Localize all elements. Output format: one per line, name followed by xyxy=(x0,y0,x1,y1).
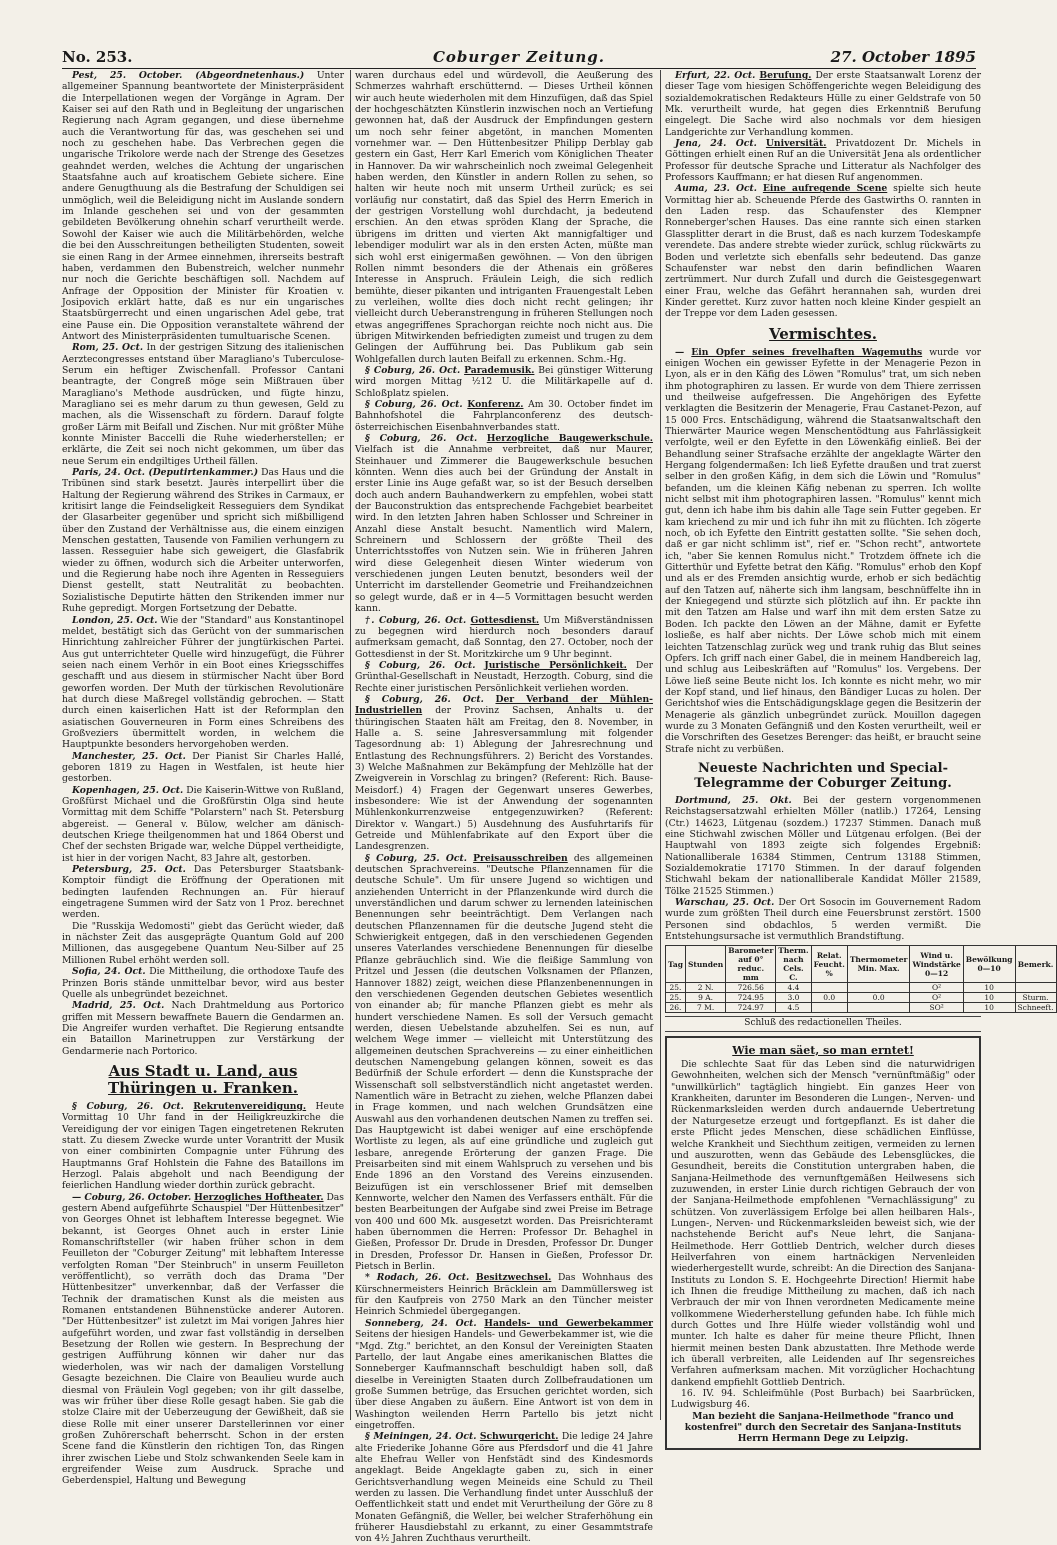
weather-header: Bemerk. xyxy=(1015,946,1056,983)
weather-cell: 10 xyxy=(963,983,1015,993)
article-headline: Herzogliches Hoftheater. xyxy=(194,1191,324,1203)
dateline: * Rodach, 26. Oct. xyxy=(365,1272,470,1284)
article-pest xyxy=(62,70,344,342)
weather-header: Bewölkung 0—10 xyxy=(963,946,1015,983)
article-text: Heute Vormittag 10 Uhr fand in der Heiligkreuzkirche die Vereidigung der vor einigen Tagen eingetretenen Rekruten statt. Zu diesem Zwecke wurde unter Vorantritt der Musik von einer combinirten Compagnie unter Führung des Hauptmanns Graf Hohlstein die Fahne des Bataillons im Herzogl. Palais abgeholt und nach Beendigung der feierlichen Handlung wieder dorthin zurück gebracht. xyxy=(62,1100,345,1192)
article-text: Die Mittheilung, die orthodoxe Taufe des Prinzen Boris stände unmittelbar bevor, wird aus bester Quelle als unbegründet bezeichnet. xyxy=(62,966,345,1000)
dateline: Jena, 24. Oct. xyxy=(675,138,757,150)
weather-header: Wind u. Windstärke 0—12 xyxy=(910,946,963,983)
section-heading-vermischtes: Vermischtes. xyxy=(769,324,877,343)
advertisement xyxy=(665,1036,981,1450)
weather-header: Tag xyxy=(666,946,686,983)
section-heading-telegramme: Neueste Nachrichten und Special-Telegramme der Coburger Zeitung. xyxy=(694,760,952,791)
article-gottesdienst xyxy=(355,615,653,660)
weather-cell: 726.56 xyxy=(726,983,776,993)
dateline: § Coburg, 26. Oct. xyxy=(365,659,476,671)
dateline: Dortmund, 25. Okt. xyxy=(675,794,792,806)
article-jena xyxy=(665,138,981,183)
article-headline: Eine aufregende Scene xyxy=(762,183,888,195)
article-headline: Ein Opfer seines frevelhaften Wagemuths xyxy=(691,346,923,358)
dateline: Paris, 24. Oct. (Deputirtenkammer.) xyxy=(72,467,259,479)
article-text: der Provinz Sachsen, Anhalts u. der thüringischen Staaten hält am Freitag, den 8. November, in Halle a. S. seine Jahresversammlung mit folgender Tagesordnung ab: 1) Ablegung der Jahresrechnung und Entlastung des Rechnungsführers. 2) Bericht des Vorstandes. 3) Welche Maßnahmen zur Bekämpfung der Mehlzölle hat der Zweigverein in Vorschlag zu bringen? (Referent: Rich. Bause-Meisdorf.) 4) Fragen der Gegenwart unseres Gewerbes, insbesondere: Wie ist der Anwendung der sogenannten Mühlenkonkurrenzweise entgegenzuwirken? (Referent: Direktor v. Wangart.) 5) Ausdehnung des Ausfuhrtarifs für Getreide und Mühlenfabrikate auf den Export über die Landesgrenzen. xyxy=(355,705,654,853)
column-1 xyxy=(62,70,345,1487)
article-erfurt xyxy=(665,70,981,138)
dateline: § Coburg, 26. Oct. xyxy=(365,398,463,410)
dateline: †. Coburg, 26. Oct. xyxy=(365,614,467,626)
section-heading-local: Aus Stadt u. Land, aus Thüringen u. Franken. xyxy=(108,1061,298,1097)
article-hoftheater xyxy=(62,1192,344,1487)
dateline: Warschau, 25. Oct. xyxy=(675,897,775,909)
article-petersburg-2 xyxy=(62,921,344,966)
dateline: Pest, 25. October. (Abgeordnetenhaus.) xyxy=(72,70,305,81)
weather-cell: O² xyxy=(910,983,963,993)
article-kopenhagen xyxy=(62,785,344,864)
weather-cell: 4.5 xyxy=(776,1003,811,1013)
article-text: spielte sich heute Vormittag hier ab. Scheuende Pferde des Gastwirths O. rannten in den Laden resp. das Schaufenster des Klempner Ronneberger'schen Hauses. Das eine rannte sich einen starken Glassplitter derart in die Brust, daß es nach kurzem Todeskampfe verendete. Das andere strebte wieder zurück, schlug rückwärts zu Boden und verletzte sich ebenfalls sehr bedeutend. Das ganze Schaufenster war nebst den darin befindlichen Waaren zertrümmert. Nur durch Zufall und durch die Geistesgegenwart einer Frau, welche das Gefährt herannahen sah, wurden drei Kinder gerettet. Kurz zuvor hatten noch kleine Kinder gespielt an der Treppe vor dem Laden gesessen. xyxy=(665,183,982,320)
article-rom xyxy=(62,342,344,467)
weather-cell: SO² xyxy=(910,1003,963,1013)
article-sofia xyxy=(62,966,344,1000)
dateline: Madrid, 25. Oct. xyxy=(72,1000,165,1012)
article-headline: Universität. xyxy=(765,138,827,150)
article-text: Vielfach ist die Annahme verbreitet, daß nur Maurer, Steinhauer und Zimmerer die Baugewerkschule besuchen könnten. Wenn dies auch bei der Gründung der Anstalt in erster Linie ins Auge gefaßt war, so ist der Besuch derselben doch auch andern Bauhandwerkern zu empfehlen, wobei statt der Bauconstruktion das entsprechende Fachgebiet bearbeitet wird. In den letzten Jahren haben Schlosser und Schreiner in Anzahl diese Anstalt besucht. Namentlich wird Malern, Schreinern und Schlossern der größte Theil des Unterrichtsstoffes von Nutzen sein. Wie in früheren Jahren wird diese Gelegenheit diesen Winter wiederum von verschiedenen jungen Leuten benutzt, besonders weil der Unterricht im darstellender Geometrie und Freihandzeichnen so gelegt wurde, daß er in 4—5 Vormittagen besucht werden kann. xyxy=(355,444,653,615)
dateline: § Meiningen, 24. Oct. xyxy=(365,1431,477,1443)
weather-cell: Schneeft. xyxy=(1015,1003,1056,1013)
column-2 xyxy=(350,70,654,1545)
article-text: Die ledige 24 Jahre alte Friederike Johanne Göre aus Pferdsdorf und die 41 Jahre alte Ehefrau Weller von Henfstädt sind des Kindesmords angeklagt. Beide Angeklagte gaben zu, sich in einer Gerichtsverhandlung wegen Meineids eine Schuld zu Theil werden zu lassen. Die Verhandlung findet unter Ausschluß der Oeffentlichkeit statt und endet mit Verurtheilung der Göre zu 8 Monaten Gefängniß, die Weller, bei welcher Straferhöhung ein früherer Hausdiebstahl zu erkannt, zu einer Gesammtstrafe von 4½ Jahren Zuchthaus verurtheilt. xyxy=(355,1431,653,1545)
dateline: — xyxy=(675,346,685,358)
weather-row xyxy=(666,983,1057,993)
article-text: Bei günstiger Witterung wird morgen Mittag ½12 U. die Militärkapelle auf d. Schloßplatz spielen. xyxy=(355,364,654,399)
article-paris xyxy=(62,467,344,614)
article-text: Die "Russkija Wedomosti" giebt das Gerücht wieder, daß in nächster Zeit das ausgeprägte Quantum Gold auf 200 Millionen, das ausgegebene Quantum Neu-Silber auf 25 Millionen Rubel erhöht werden soll. xyxy=(62,920,344,966)
article-headline: Handels- und Gewerbekammer xyxy=(484,1317,654,1329)
article-rekruten xyxy=(62,1101,344,1192)
weather-row xyxy=(666,1003,1057,1013)
article-headline: Gottesdienst. xyxy=(470,614,540,626)
issue-number: No. 253. xyxy=(62,48,133,66)
article-headline: Besitzwechsel. xyxy=(475,1272,552,1284)
weather-header-row xyxy=(666,946,1057,983)
article-preisausschreiben xyxy=(355,853,653,1273)
article-warschau xyxy=(665,897,981,942)
article-headline: Parademusik. xyxy=(464,364,535,376)
weather-cell xyxy=(811,1003,847,1013)
article-headline: Preisausschreiben xyxy=(473,852,568,864)
dateline: Erfurt, 22. Oct. xyxy=(675,70,756,81)
article-text: Das Haus und die Tribünen sind stark besetzt. Jaurès interpellirt über die Haltung der Regierung während des Strikes in Carmaux, er kritisirt lange die Feindseligkeit Resseguiers dem Syndikat der Glasarbeiter gegenüber und spricht sich mißbilligend über den Zustand der Verhältnisse aus, die einem einzigen Menschen gestatten, Tausende von Familien verhungern zu lassen. Resseguier habe sich geweigert, die Glasfabrik wieder zu öffnen, wodurch sich die Arbeiter unterworfen, und die Regierung habe noch ihre Agenten in Resseguiers Dienst gestellt, statt Neutralität zu beobachten. Sozialistische Deputirte hätten den Strikenden immer nur Ruhe gepredigt. Morgen Fortsetzung der Debatte. xyxy=(62,467,344,615)
dateline: Aumа, 23. Oct. xyxy=(675,183,757,195)
weather-cell: Sturm. xyxy=(1015,993,1056,1003)
article-headline: Berufung. xyxy=(759,70,812,81)
weather-cell: 724.95 xyxy=(726,993,776,1003)
weather-cell: 7 M. xyxy=(685,1003,725,1013)
article-text: Das Wohnhaus des Kürschnermeisters Heinrich Bräcklein am Dammüllersweg ist für den Kaufpreis von 2750 Mark an den Tüncher meister Heinrich Schmiedel übergegangen. xyxy=(355,1272,654,1318)
weather-cell xyxy=(847,1003,910,1013)
article-text: Unter allgemeiner Spannung beantwortete der Ministerpräsident die Interpellationen wegen der Vorgänge in Agram. Der Kaiser sei auf den Rath und in Begleitung der ungarischen Regierung nach Agram gegangen, und diese übernehme auch die Verantwortung für das, was geschehen sei und noch zu geschehen habe. Das Verbrechen gegen die ungarische Trikolore werde nach der Strenge des Gesetzes geahndet werden, welches die Achtung der ungarischen Staatsfahne auch auf kroatischem Gebiete sichere. Eine andere Genugthuung als die Bestrafung der Schuldigen sei unmöglich, weil die Beleidigung nicht im Auslande sondern im Inlande geschehen sei und von der gesammten gebildeten Bevölkerung ohnehin scharf verurtheilt werde. Sowohl der Kaiser wie auch die Militärbehörden, welche die bei den Ausschreitungen betheiligten Studenten, soweit sie einen Rang in der Armee einnehmen, ihrerseits bestraft haben, verdammen den Bubenstreich, welcher nunmehr nur noch die Gerichte beschäftigen soll. Nachdem auf Anfrage der Opposition der Minister für Kroatien v. Josipovich erklärt hatte, daß es nur ein ungarisches Staatsbürgerrecht und einen ungarischen Adel gebe, trat eine Pause ein. Die Opposition veranstaltete während der Antwort des Ministerpräsidenten tumultuarische Scenen. xyxy=(62,70,344,342)
article-text: Bei der gestern vorgenommenen Reichstagsersatzwahl erhielten Möller (natlib.) 17264, Lensing (Ctr.) 14623, Lütgenau (sozdem.) 17237 Stimmen. Danach muß eine Stichwahl zwischen Möller und Lütgenau erfolgen. (Bei der Hauptwahl von 1893 zeigte sich folgendes Ergebniß: Nationalliberale 16384 Stimmen, Centrum 13188 Stimmen, Sozialdemokratie 17170 Stimmen. In der darauf folgenden Stichwahl bekam der nationalliberale Kandidat Möller 21589, Tölke 21525 Stimmen.) xyxy=(665,794,982,897)
article-text: Wie der "Standard" aus Konstantinopel meldet, bestätigt sich das Gerücht von der summarischen Hinrichtung zahlreicher Führer der jungtürkischen Partei. Aus gut unterrichteter Quelle wird hinzugefügt, die Führer seien nach einem Verhör in ein Boot eines Kriegsschiffes geschafft und aus diesem in stürmischer Nacht über Bord geworfen worden. Der Muth der türkischen Revolutionäre hat durch diese Maßregel vollständig gebrochen. — Statt durch einen kaiserlichen Hatt ist der Reformplan den asiatischen Gouverneuren in Form eines Schreibens des Großveziers übermittelt worden, in welchem die Hauptpunkte besonders hervorgehoben werden. xyxy=(62,614,345,751)
article-baugewerkschule xyxy=(355,433,653,615)
weather-cell: O² xyxy=(910,993,963,1003)
weather-row xyxy=(666,993,1057,1003)
article-manchester xyxy=(62,751,344,785)
article-text: Die Kaiserin-Wittwe von Rußland, Großfürst Michael und die Großfürstin Olga sind heute Vormittag mit dem Schiffe "Polarstern" nach St. Petersburg abgereist. — General v. Bülow, welcher am dänisch-deutschen Kriege theilgenommen hat und 1864 Oberst und Chef der sechsten Brigade war, welche Düppel vertheidigte, ist hier in der vorigen Nacht, 83 Jahre alt, gestorben. xyxy=(62,784,345,864)
article-petersburg xyxy=(62,864,344,921)
article-text: Privatdozent Dr. Michels in Göttingen erhielt einen Ruf an die Universität Jena als ordentlicher Professor für deutsche Sprache und Litteratur als Nachfolger des Professors Kauffmann; er hat diesen Ruf angenommen. xyxy=(665,138,982,184)
weather-cell xyxy=(1015,983,1056,993)
weather-cell: 724.97 xyxy=(726,1003,776,1013)
article-headline: Herzogliche Baugewerkschule. xyxy=(486,433,654,444)
article-text: waren durchaus edel und würdevoll, die Aeußerung des Schmerzes wahrhaft erschütternd. — Dieses Urtheil können wir auch heute wiederholen mit dem Hinzufügen, daß das Spiel der hochgeschätzten Künstlerin inzwischen noch an Vertiefung gewonnen hat, daß der Ausdruck der Empfindungen gestern um noch sehr feiner abgetönt, in manchen Momenten vornehmer war. — Den Hüttenbesitzer Philipp Derblay gab gestern ein Gast, Herr Karl Emerich vom Königlichen Theater in Hannover. Da wir wahrscheinlich noch zweimal Gelegenheit haben werden, den Künstler in andern Rollen zu sehen, so halten wir heute noch mit unserm Urtheil zurück; es sei vorläufig nur constatirt, daß das Spiel des Herrn Emerich in der gestrigen Vorstellung wohl durchdacht, ja bedeutend erschien. An den etwas spröden Klang der Sprache, die übrigens im dritten und vierten Akt mannigfaltiger und lebendiger modulirt war als in den ersten Acten, müßte man sich wohl erst einigermaßen gewöhnen. — Von den übrigen Rollen nimmt besonders die der Athenais ein größeres Interesse in Anspruch. Fräulein Leigh, die sich redlich bemühte, dieser pikanten und intriganten Frauengestalt Leben zu verleihen, wollte dies doch nicht recht gelingen; ihr vielleicht durch Ueberanstrengung in früheren Stellungen noch etwas angegriffenes Sprachorgan reichte noch nicht aus. Die übrigen Mitwirkenden befriedigten zumeist und trugen zu dem Gelingen der Aufführung bei. Das Publikum gab sein Wohlgefallen durch lauten Beifall zu erkennen. Schm.-Hg. xyxy=(355,70,653,365)
masthead xyxy=(62,48,976,69)
article-rodach xyxy=(355,1272,653,1317)
article-konferenz xyxy=(355,399,653,433)
article-muehlen xyxy=(355,694,653,853)
weather-cell: 2 N. xyxy=(685,983,725,993)
dateline: Petersburg, 25. Oct. xyxy=(72,864,186,876)
weather-cell: 26. xyxy=(666,1003,686,1013)
issue-date: 27. October 1895 xyxy=(830,48,976,66)
article-text: Seitens der hiesigen Handels- und Gewerbekammer ist, wie die "Mgd. Ztg." berichtet, an den Konsul der Vereinigten Staaten Partello, der laut Angabe eines amerikanischen Blattes die Sonneberger Kaufmannschaft beschuldigt haben soll, daß dieselbe in Vereinigten Staaten durch Zollbefraudationen um große Summen betrüge, das Ersuchen gerichtet worden, sich über diese Angaben zu äußern. Eine Antwort ist von dem in Washington weilenden Herrn Partello bis jetzt nicht eingetroffen. xyxy=(355,1329,653,1431)
weather-cell: 25. xyxy=(666,993,686,1003)
weather-cell xyxy=(847,983,910,993)
weather-cell: 9 A. xyxy=(685,993,725,1003)
article-hoftheater-cont xyxy=(355,70,653,365)
dateline: Kopenhagen, 25. Oct. xyxy=(72,784,184,796)
weather-cell: 10 xyxy=(963,993,1015,1003)
article-text: wurde vor einigen Wochen ein gewisser Eyfette in der Menagerie Pezon in Lyon, als er in den Käfig des Löwen "Romulus" trat, um sich neben ihm photographiren zu lassen. Er wurde von dem Thiere zerrissen und theilweise aufgefressen. Die Angehörigen des Eyfette verklagten die Besitzerin der Menagerie, Frau Castanet-Pezon, auf 15 000 Frcs. Entschädigung, während die Staatsanwaltschaft den Thierwärter Maurice wegen Menschentödtung aus Fahrlässigkeit verfolgte, weil er den Eyfette in den Löwenkäfig einließ. Bei der Behandlung seiner Strafsache erzählte der angeklagte Wärter den Hergang folgendermaßen: Ich ließ Eyfette draußen und trat zuerst selber in den großen Käfig, in dem sich die Löwin und "Romulus" befanden, um die kleinen Käfig nebenan zu sperren. Ich wollte nicht selbst mit ihm photographiren lassen. "Romulus" kennt mich gut, denn ich habe ihm bis dahin alle Tage sein Futter gegeben. Er kam kriechend zu mir und ich fuhr ihn mit zu flüchten. Ich zögerte noch, ob ich Eyfette den Eintritt gestatten sollte. "Sie sehen doch, daß er gar nicht schlimm ist", rief er. "Schon recht", antwortete ich, "aber Sie kennen Romulus nicht." Trotzdem öffnete ich die Gitterthür und Eyfette betrat den Käfig. "Romulus" erhob den Kopf und als er des Fremden ansichtig wurde, erhob er sich bedächtig auf den Tatzen auf, näherte sich ihm langsam, beschnüffelte ihn in der Kniegegend und stürzte sich plötzlich auf ihn. Er packte ihn mit den Tatzen am Halse und warf ihn mit dem ersten Satze zu Boden. Ich packte den Löwen an der Mähne, damit er Eyfette losließe, es half aber nichts. Der Löwe schob mich mit einem leichten Tatzenschlag zurück weg und trank ruhig das Blut seines Opfers. Ich griff nach einer Gabel, die in meinem Handbereich lag, und schlug aus Leibeskräften auf "Romulus" los. Vergebens. Der Löwe ließ seine Beute nicht los. Ich konnte es nicht mehr, wo mir der Kopf stand, und lief hinaus, den Bändiger Lucas zu holen. Der Gerichtshof wies die Entschädigungsklage gegen die Besitzerin der Menagerie als gänzlich unbegründet zurück. Mouillon dagegen wurde zu 3 Monaten Gefängniß und den Kosten verurtheilt, weil er die Vorschriften des Gesetzes Berenger: das heißt, er braucht seine Strafe nicht zu verbüßen. xyxy=(665,346,982,755)
weather-cell: 0.0 xyxy=(811,993,847,1003)
weather-cell: 4.4 xyxy=(776,983,811,993)
article-headline: Schwurgericht. xyxy=(479,1431,559,1443)
article-persoenlichkeit xyxy=(355,660,653,694)
article-dortmund xyxy=(665,795,981,897)
weather-header: Relat. Feucht. % xyxy=(811,946,847,983)
editorial-end-note: Schluß des redactionellen Theiles. xyxy=(665,1016,981,1031)
column-3 xyxy=(660,70,1054,1445)
dateline: § Coburg, 25. Oct. xyxy=(365,852,467,864)
columns xyxy=(62,70,1054,1545)
ad-text: Die schlechte Saat für das Leben sind die naturwidrigen Gewohnheiten, welchen sich der Mensch "vernünftmäßig" oder "unwillkürlich" tagtäglich hingiebt. Ein ganzes Heer von Krankheiten, darunter im Besonderen die Lungen-, Nerven- und Rückenmarksleiden werden durch andauernde Uebertretung der Naturgesetze erzeugt und fortgepflanzt. Es ist daher die erste Pflicht jedes Menschen, diese schädlichen Einflüsse, welche Krankheit und Siechthum zeitigen, vermeiden zu lernen und auszurotten, wenn das Gebäude des Lebensglückes, die Gesundheit, bereits die Constitution untergraben haben, die Sanjana-Heilmethode des vernunftgemäßen Heilwesens sich zuzuwenden, in erster Linie durch richtigen Gebrauch der von der Sanjana-Heilmethode empfohlenen "Vernachlässigung" zu schützen. Von zuverlässigem Erfolge bei allen heilbaren Hals-, Lungen-, Nerven- und Rückenmarksleiden beweist sich, wie der nachstehende Bericht auf's Neue lehrt, die Sanjana-Heilmethode. Herr Gottlieb Dentrich, welcher durch dieses Heilverfahren von einem hartnäckigen Nervenleiden wiederhergestellt wurde, schreibt: An die Direction des Sanjana-Instituts zu London S. E. Hochgeehrte Direction! Hiermit habe ich Ihnen die freudige Mittheilung zu machen, daß ich nach Verbrauch der mir von Ihnen verordneten Medicamente meine vollkommene Wiederherstellung gefunden habe. Ich fühle mich durch Gottes und Ihre Hülfe wieder vollständig wohl und munter. Ich halte es daher für meine theure Pflicht, Ihnen hiermit meinen besten Dank abzustatten. Ihre Methode werde ich überall verbreiten, alle Leidenden auf Ihr segensreiches Verfahren aufmerksam machen. Mit vorzüglicher Hochachtung dankend empfiehlt Gottlieb Dentrich. xyxy=(671,1059,975,1388)
article-headline: Rekrutenvereidigung. xyxy=(193,1100,307,1112)
dateline: — Coburg, 26. October. xyxy=(72,1191,192,1203)
dateline: § Coburg, 26. Oct. xyxy=(365,364,461,376)
dateline: Manchester, 25. Oct. xyxy=(72,750,186,762)
newspaper-title: Coburger Zeitung. xyxy=(432,48,606,66)
dateline: § Coburg, 26. Oct. xyxy=(72,1100,184,1112)
ad-title: Wie man säet, so man erntet! xyxy=(732,1043,914,1057)
weather-cell: 3.0 xyxy=(776,993,811,1003)
dateline: Sofia, 24. Oct. xyxy=(72,966,146,978)
article-sonneberg xyxy=(355,1318,653,1431)
article-headline: Der Verband der Mühlen-Industriellen xyxy=(355,693,653,717)
weather-cell xyxy=(811,983,847,993)
article-text: Das gestern Abend aufgeführte Schauspiel "Der Hüttenbesitzer" von Georges Ohnet ist lebhaftem Interesse begegnet. Wie bekannt, ist Georges Ohnet auch in erster Linie Romanschriftsteller (wir haben früher schon in dem Feuilleton der "Coburger Zeitung" mit lebhaftem Interesse verfolgten Roman "Der Steinbruch" in unserm Feuilleton veröffentlicht), so verräth doch das Drama "Der Hüttenbesitzer" unverkennbar, daß der Verfasser die Technik der dramatischen Kunst als die meisten aus Romanen entstandenen Bühnenstücke anderer Autoren. "Der Hüttenbesitzer" ist zuletzt im Mai vorigen Jahres hier aufgeführt worden, und zwar fast vollständig in derselben Besetzung der Rollen wie gestern. In Besprechung der gestrigen Aufführung können wir daher nur das wiederholen, was wir nach der damaligen Vorstellung Gesagte bezeichnen. Die Claire von Beaulieu wurde auch diesmal von Fräulein Vogl gegeben; von ihr gilt dasselbe, was wir früher über diese Rolle gesagt haben. Sie gab die stolze Claire mit der Ueberzeugung der Gewißheit, daß sie diese Rolle mit einer unserer Darstellerinnen vor einer großen Zuhörerschaft beherrscht. Schon in der ersten Scene fand die Künstlerin den richtigen Ton, das Ringen ihrer zwischen Liebe und Stolz schwankenden Seele kam in ergreifender Weise zum Ausdruck. Sprache und Geberdenspiel, Haltung und Bewegung xyxy=(62,1191,344,1487)
weather-header: Stunden xyxy=(685,946,725,983)
weather-cell: 0.0 xyxy=(847,993,910,1003)
article-london xyxy=(62,615,344,751)
article-loewe xyxy=(665,347,981,755)
article-text: Nach Drahtmeldung aus Portorico griffen mit Messern bewaffnete Bauern die Gendarmen an. Die Angreifer wurden verhaftet. Die Regierung entsandte ein Bataillon Marinetruppen zur Verstärkung der Gendarmerie nach Portorico. xyxy=(62,1000,344,1057)
article-text: des allgemeinen deutschen Sprachvereins. "Deutsche Pflanzennamen für die deutsche Schule". Um für unsere Jugend so wichtigen und anziehenden Unterricht in der Pflanzenkunde wird durch die unverständlichen und darum schwer zu lernenden lateinischen Benennungen sehr beeinträchtigt. Dem Verlangen nach deutschen Pflanzennamen für die deutsche Jugend steht die Schwierigkeit entgegen, daß in den verschiedenen Gegenden unseres Vaterlandes verschiedene Benennungen für dieselbe Pflanze gebräuchlich sind. Wie die fleißige Sammlung von Pritzel und Jessen (die deutschen Volksnamen der Pflanzen, Hannover 1882) zeigt, weichen diese Pflanzenbenennungen in den verschiedenen Gegenden deutschen Gebietes wesentlich von einander ab; für manche Pflanzen giebt es mehr als hundert verschiedene Namen. Es soll der Versuch gemacht werden, diesen Uebelstande abzuhelfen. Sei es nun, auf welchem Wege immer — vielleicht mit Unterstützung des allgemeinen deutschen Sprachvereins — zu einer einheitlichen deutschen Namengebung gelangen können, soweit es das Bedürfniß der Schule erfordert — denn die Kunstsprache der Wissenschaft soll selbstverständlich nicht angetastet werden. Namentlich wäre in Betracht zu ziehen, welche Pflanzen dabei in Frage kommen, und nach welchen Grundsätzen eine Auswahl aus den vorhandenen deutschen Namen zu treffen sei. Das Hauptgewicht ist dabei weniger auf eine erschöpfende Wortliste zu legen, als auf eine gründliche und zugleich gut lesbare, anregende Erörterung der ganzen Frage. Die Preisarbeiten sind mit einem Wahlspruch zu versehen und bis Ende 1896 an den Vorstand des Vereins einzusenden. Beizufügen ist ein verschlossener Brief mit demselben Kennworte, welcher den Namen des Verfassers enthält. Für die besten Bearbeitungen der Aufgabe sind zwei Preise im Betrage von 400 und 600 Mk. ausgesetzt worden. Das Preisrichteramt haben übernommen die Herren: Professor Dr. Behaghel in Gießen, Professor Dr. Drude in Dresden, Professor Dr. Dunger in Dresden, Professor Dr. Hansen in Gießen, Professor Dr. Pietsch in Berlin. xyxy=(355,852,654,1273)
dateline: § Coburg, 26. Oct. xyxy=(365,433,478,444)
dateline: § Coburg, 26. Oct. xyxy=(365,693,484,705)
dateline: Rom, 25. Oct. xyxy=(72,342,144,354)
article-auma xyxy=(665,183,981,319)
article-text: In der gestrigen Sitzung des italienischen Aerztecongresses entstand über Maragliano's Tuberculose-Serum ein heftiger Zwischenfall. Professor Cantani beantragte, der Congreß möge sein Mißtrauen über Maragliano's Methode ausdrücken, und fügte hinzu, Maragliano sei es mehr darum zu thun gewesen, Geld zu machen, als die Wissenschaft zu fördern. Darauf folgte großer Lärm mit Beifall und Zischen. Nur mit größter Mühe konnte Minister Baccelli die Ruhe wiederherstellen; er erklärte, die Zeit sei noch nicht gekommen, um über das neue Serum ein endgiltiges Urtheil fällen. xyxy=(62,342,345,467)
article-text: Der Pianist Sir Charles Hallé, geboren 1819 zu Hagen in Westfalen, ist heute hier gestorben. xyxy=(62,750,344,785)
article-headline: Juristische Persönlichkeit. xyxy=(484,659,627,671)
article-text: Der erste Staatsanwalt Lorenz der dieser Tage vom hiesigen Schöffengerichte wegen Beleidigung des sozialdemokratischen Redakteurs Hülle zu einer Geldstrafe von 50 Mk. verurtheilt wurde, hat gegen dies Erkenntniß Berufung eingelegt. Die Sache wird also nochmals vor dem hiesigen Landgerichte zur Verhandlung kommen. xyxy=(665,70,982,138)
article-parademusik xyxy=(355,365,653,399)
weather-header: Barometer auf 0° reduc. mm xyxy=(726,946,776,983)
ad-signature: 16. IV. 94. Schleifmühle (Post Burbach) bei Saarbrücken, Ludwigsburg 46. xyxy=(671,1388,975,1411)
article-text: Um Mißverständnissen zu begegnen wird hierdurch noch besonders darauf aufmerksam gemacht, daß Sonntag, den 27. October, noch der Gottesdienst in der St. Moritzkirche um 9 Uhr beginnt. xyxy=(355,614,654,660)
dateline: Sonneberg, 24. Oct. xyxy=(365,1317,477,1329)
weather-cell: 25. xyxy=(666,983,686,993)
dateline: London, 25. Oct. xyxy=(72,614,158,626)
article-text: Der Ort Sosocin im Gouvernement Radom wurde zum größten Theil durch eine Feuersbrunst zerstört. 1500 Personen sind obdachlos, 5 werden vermißt. Die Entstehungsursache ist vermuthlich Brandstiftung. xyxy=(665,897,981,943)
article-text: Am 30. October findet im Bahnhofshotel die Fahrplanconferenz des deutsch-österreichischen Eisenbahnverbandes statt. xyxy=(355,398,653,433)
article-headline: Konferenz. xyxy=(467,398,524,410)
article-madrid xyxy=(62,1000,344,1057)
ad-footer: Man bezieht die Sanjana-Heilmethode "franco und kostenfrei" durch den Secretair des Sanjana-Instituts Herrn Hermann Dege zu Leipzig. xyxy=(684,1410,962,1445)
article-text: Das Petersburger Staatsbank-Komptoir fündigt die Eröffnung der Operationen mit bedingten laufenden Rechnungen an. Für hierauf eingetragene Summen wird der Satz von 1 Proz. berechnet werden. xyxy=(62,864,344,921)
weather-cell: 10 xyxy=(963,1003,1015,1013)
weather-table xyxy=(665,945,1057,1013)
article-text: Der Grünthal-Gesellschaft in Neustadt, Herzogth. Coburg, sind die Rechte einer juristischen Persönlichkeit verliehen worden. xyxy=(355,659,654,694)
weather-header: Therm. nach Cels. C. xyxy=(776,946,811,983)
weather-header: Thermometer Min. Max. xyxy=(847,946,910,983)
article-meiningen xyxy=(355,1431,653,1544)
